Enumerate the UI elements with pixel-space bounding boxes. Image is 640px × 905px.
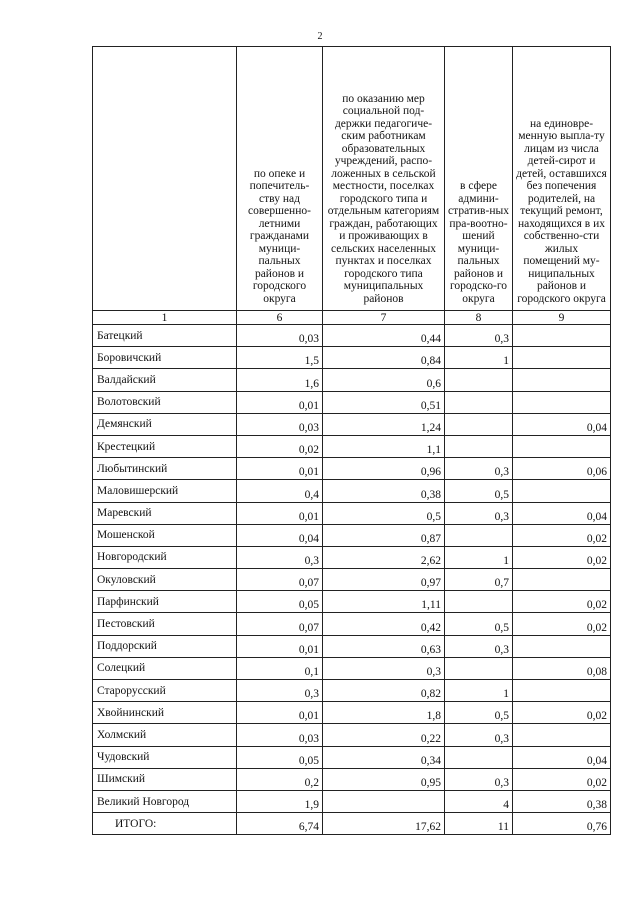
value-cell-7: 1,1 <box>323 435 445 457</box>
page-number: 2 <box>317 31 323 42</box>
value-cell-7: 0,42 <box>323 613 445 635</box>
value-cell-7: 0,38 <box>323 480 445 502</box>
district-name-cell: Солецкий <box>93 657 237 679</box>
value-cell-7: 0,22 <box>323 724 445 746</box>
header-col-8: в сфере админи-стратив-ных пра-воотно-шений муници-пальных районов и городско-го округа <box>445 47 513 311</box>
value-cell-8: 1 <box>445 546 513 568</box>
value-cell-6: 0,1 <box>237 657 323 679</box>
column-index: 1 <box>93 311 237 325</box>
value-cell-7: 0,82 <box>323 680 445 702</box>
value-cell-9: 0,02 <box>513 524 611 546</box>
value-cell-9: 0,02 <box>513 613 611 635</box>
column-index: 8 <box>445 311 513 325</box>
value-cell-6: 0,05 <box>237 591 323 613</box>
district-name-cell: Валдайский <box>93 369 237 391</box>
table-row <box>93 768 611 790</box>
district-name-cell: ИТОГО: <box>93 813 237 835</box>
value-cell-6: 0,2 <box>237 768 323 790</box>
value-cell-9: 0,02 <box>513 546 611 568</box>
table-row <box>93 347 611 369</box>
district-name-cell: Великий Новгород <box>93 790 237 812</box>
value-cell-8: 0,5 <box>445 613 513 635</box>
value-cell-7: 0,51 <box>323 391 445 413</box>
value-cell-7: 0,5 <box>323 502 445 524</box>
district-name-cell: Холмский <box>93 724 237 746</box>
table-body <box>93 325 611 835</box>
value-cell-7: 1,24 <box>323 413 445 435</box>
table-row <box>93 635 611 657</box>
value-cell-7: 0,96 <box>323 458 445 480</box>
header-col-7: по оказанию мер социальной под-держки педагогиче-ским работникам образовательных учреждений, распо-ложенных в сельской местности, поселках городского типа и отдельным категориям граждан, работающих и проживающих в сельских населенных пунктах и поселках городского типа муниципальных районов <box>323 47 445 311</box>
table-row <box>93 325 611 347</box>
value-cell-9 <box>513 391 611 413</box>
value-cell-8: 0,5 <box>445 702 513 724</box>
district-name-cell: Любытинский <box>93 458 237 480</box>
value-cell-9: 0,76 <box>513 813 611 835</box>
value-cell-8: 4 <box>445 790 513 812</box>
table-row <box>93 724 611 746</box>
value-cell-7: 0,6 <box>323 369 445 391</box>
value-cell-6: 0,3 <box>237 546 323 568</box>
value-cell-7: 0,3 <box>323 657 445 679</box>
value-cell-7: 1,11 <box>323 591 445 613</box>
district-name-cell: Батецкий <box>93 325 237 347</box>
table-row <box>93 790 611 812</box>
value-cell-8: 0,3 <box>445 325 513 347</box>
district-name-cell: Пестовский <box>93 613 237 635</box>
value-cell-6: 0,4 <box>237 480 323 502</box>
value-cell-6: 0,3 <box>237 680 323 702</box>
column-index: 7 <box>323 311 445 325</box>
district-name-cell: Маловишерский <box>93 480 237 502</box>
value-cell-9: 0,02 <box>513 591 611 613</box>
table-row <box>93 480 611 502</box>
district-name-cell: Окуловский <box>93 569 237 591</box>
value-cell-9: 0,08 <box>513 657 611 679</box>
district-name-cell: Старорусский <box>93 680 237 702</box>
value-cell-6: 0,07 <box>237 613 323 635</box>
value-cell-8 <box>445 369 513 391</box>
table-row <box>93 613 611 635</box>
value-cell-7: 17,62 <box>323 813 445 835</box>
value-cell-9: 0,04 <box>513 746 611 768</box>
district-name-cell: Маревский <box>93 502 237 524</box>
table-row <box>93 546 611 568</box>
table-row <box>93 657 611 679</box>
value-cell-6: 6,74 <box>237 813 323 835</box>
value-cell-8: 0,7 <box>445 569 513 591</box>
value-cell-9: 0,38 <box>513 790 611 812</box>
value-cell-6: 0,01 <box>237 635 323 657</box>
value-cell-6: 0,03 <box>237 724 323 746</box>
value-cell-7: 0,34 <box>323 746 445 768</box>
table-row <box>93 435 611 457</box>
table-row <box>93 702 611 724</box>
value-cell-9 <box>513 724 611 746</box>
value-cell-6: 0,03 <box>237 413 323 435</box>
value-cell-8 <box>445 657 513 679</box>
value-cell-8: 0,3 <box>445 635 513 657</box>
district-name-cell: Новгородский <box>93 546 237 568</box>
value-cell-6: 1,5 <box>237 347 323 369</box>
value-cell-6: 0,01 <box>237 502 323 524</box>
value-cell-9: 0,04 <box>513 502 611 524</box>
value-cell-8 <box>445 746 513 768</box>
table-row <box>93 413 611 435</box>
value-cell-8: 0,3 <box>445 724 513 746</box>
value-cell-7: 0,87 <box>323 524 445 546</box>
value-cell-6: 0,05 <box>237 746 323 768</box>
value-cell-6: 0,01 <box>237 702 323 724</box>
value-cell-9: 0,02 <box>513 768 611 790</box>
value-cell-9 <box>513 635 611 657</box>
district-name-cell: Хвойнинский <box>93 702 237 724</box>
value-cell-9: 0,04 <box>513 413 611 435</box>
value-cell-7: 0,97 <box>323 569 445 591</box>
table-row <box>93 524 611 546</box>
value-cell-9 <box>513 480 611 502</box>
column-index: 9 <box>513 311 611 325</box>
value-cell-8: 1 <box>445 347 513 369</box>
district-name-cell: Крестецкий <box>93 435 237 457</box>
value-cell-7 <box>323 790 445 812</box>
district-name-cell: Волотовский <box>93 391 237 413</box>
district-name-cell: Шимский <box>93 768 237 790</box>
value-cell-7: 0,95 <box>323 768 445 790</box>
value-cell-6: 0,04 <box>237 524 323 546</box>
total-row <box>93 813 611 835</box>
value-cell-8: 11 <box>445 813 513 835</box>
table-row <box>93 369 611 391</box>
value-cell-8 <box>445 413 513 435</box>
table-row <box>93 458 611 480</box>
district-name-cell: Боровичский <box>93 347 237 369</box>
district-name-cell: Парфинский <box>93 591 237 613</box>
value-cell-9 <box>513 325 611 347</box>
value-cell-8 <box>445 435 513 457</box>
value-cell-9 <box>513 569 611 591</box>
value-cell-7: 2,62 <box>323 546 445 568</box>
table-row <box>93 391 611 413</box>
column-index-row <box>93 311 611 325</box>
value-cell-6: 1,6 <box>237 369 323 391</box>
value-cell-7: 0,44 <box>323 325 445 347</box>
value-cell-7: 1,8 <box>323 702 445 724</box>
value-cell-8 <box>445 591 513 613</box>
value-cell-8: 0,3 <box>445 502 513 524</box>
value-cell-6: 0,01 <box>237 458 323 480</box>
value-cell-7: 0,63 <box>323 635 445 657</box>
district-name-cell: Демянский <box>93 413 237 435</box>
header-col-1 <box>93 47 237 311</box>
value-cell-6: 0,01 <box>237 391 323 413</box>
value-cell-9 <box>513 435 611 457</box>
value-cell-9 <box>513 347 611 369</box>
value-cell-6: 1,9 <box>237 790 323 812</box>
value-cell-8: 0,3 <box>445 458 513 480</box>
value-cell-6: 0,02 <box>237 435 323 457</box>
district-name-cell: Поддорский <box>93 635 237 657</box>
table-row <box>93 680 611 702</box>
value-cell-9 <box>513 369 611 391</box>
table-row <box>93 569 611 591</box>
value-cell-8: 0,5 <box>445 480 513 502</box>
value-cell-8 <box>445 524 513 546</box>
allocation-table <box>92 46 611 835</box>
table-row <box>93 591 611 613</box>
table-row <box>93 502 611 524</box>
district-name-cell: Мошенской <box>93 524 237 546</box>
column-index: 6 <box>237 311 323 325</box>
value-cell-9: 0,06 <box>513 458 611 480</box>
table-header-row <box>93 47 611 311</box>
value-cell-8: 1 <box>445 680 513 702</box>
district-name-cell: Чудовский <box>93 746 237 768</box>
value-cell-8: 0,3 <box>445 768 513 790</box>
value-cell-7: 0,84 <box>323 347 445 369</box>
table-row <box>93 746 611 768</box>
value-cell-8 <box>445 391 513 413</box>
value-cell-6: 0,03 <box>237 325 323 347</box>
value-cell-9: 0,02 <box>513 702 611 724</box>
value-cell-6: 0,07 <box>237 569 323 591</box>
header-col-9: на единовре-менную выпла-ту лицам из числа детей-сирот и детей, оставшихся без попечения родителей, на текущий ремонт, находящихся в их собственно-сти жилых помещений му-ниципальных районов и городского округа <box>513 47 611 311</box>
header-col-6: по опеке и попечитель-ству над совершенно-летними гражданами муници-пальных районов и городского округа <box>237 47 323 311</box>
value-cell-9 <box>513 680 611 702</box>
